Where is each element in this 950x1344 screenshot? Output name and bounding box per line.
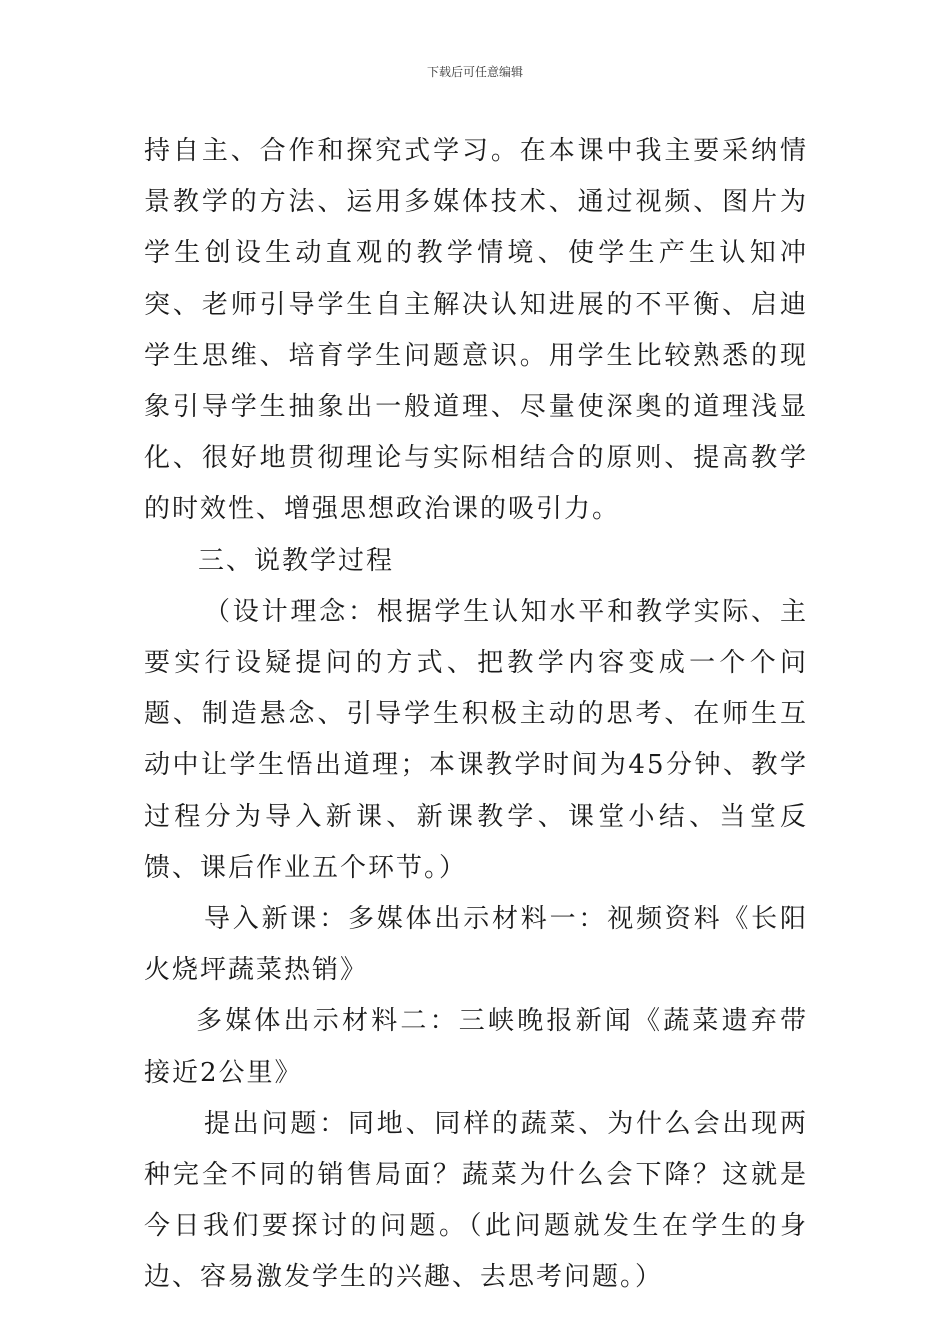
paragraph-lesson-intro: 导入新课：多媒体出示材料一：视频资料《长阳火烧坪蔬菜热销》 <box>144 904 808 986</box>
section-heading-teaching-process: 三、说教学过程 <box>198 545 395 576</box>
page-header: 下载后可任意编辑 <box>426 65 523 79</box>
paragraph-material-two: 多媒体出示材料二：三峡晚报新闻《蔬菜遗弃带接近2公里》 <box>144 1006 808 1088</box>
paragraph-question: 提出问题：同地、同样的蔬菜、为什么会出现两种完全不同的销售局面？蔬菜为什么会下降？这就是今日我们要探讨的问题。（此问题就发生在学生的身边、容易激发学生的兴趣、去思考问题。） <box>144 1108 808 1293</box>
paragraph-teaching-method: 持自主、合作和探究式学习。在本课中我主要采纳情景教学的方法、运用多媒体技术、通过视频、图片为学生创设生动直观的教学情境、使学生产生认知冲突、老师引导学生自主解决认知进展的不平衡、启迪学生思维、培育学生问题意识。用学生比较熟悉的现象引导学生抽象出一般道理、尽量使深奥的道理浅显化、很好地贯彻理论与实际相结合的原则、提高教学的时效性、增强思想政治课的吸引力。 <box>144 136 808 525</box>
document-body <box>144 126 808 1304</box>
paragraph-design-concept: （设计理念：根据学生认知水平和教学实际、主要实行设疑提问的方式、把教学内容变成一个个问题、制造悬念、引导学生积极主动的思考、在师生互动中让学生悟出道理；本课教学时间为45分钟、教学过程分为导入新课、新课教学、课堂小结、当堂反馈、课后作业五个环节。） <box>144 596 808 883</box>
